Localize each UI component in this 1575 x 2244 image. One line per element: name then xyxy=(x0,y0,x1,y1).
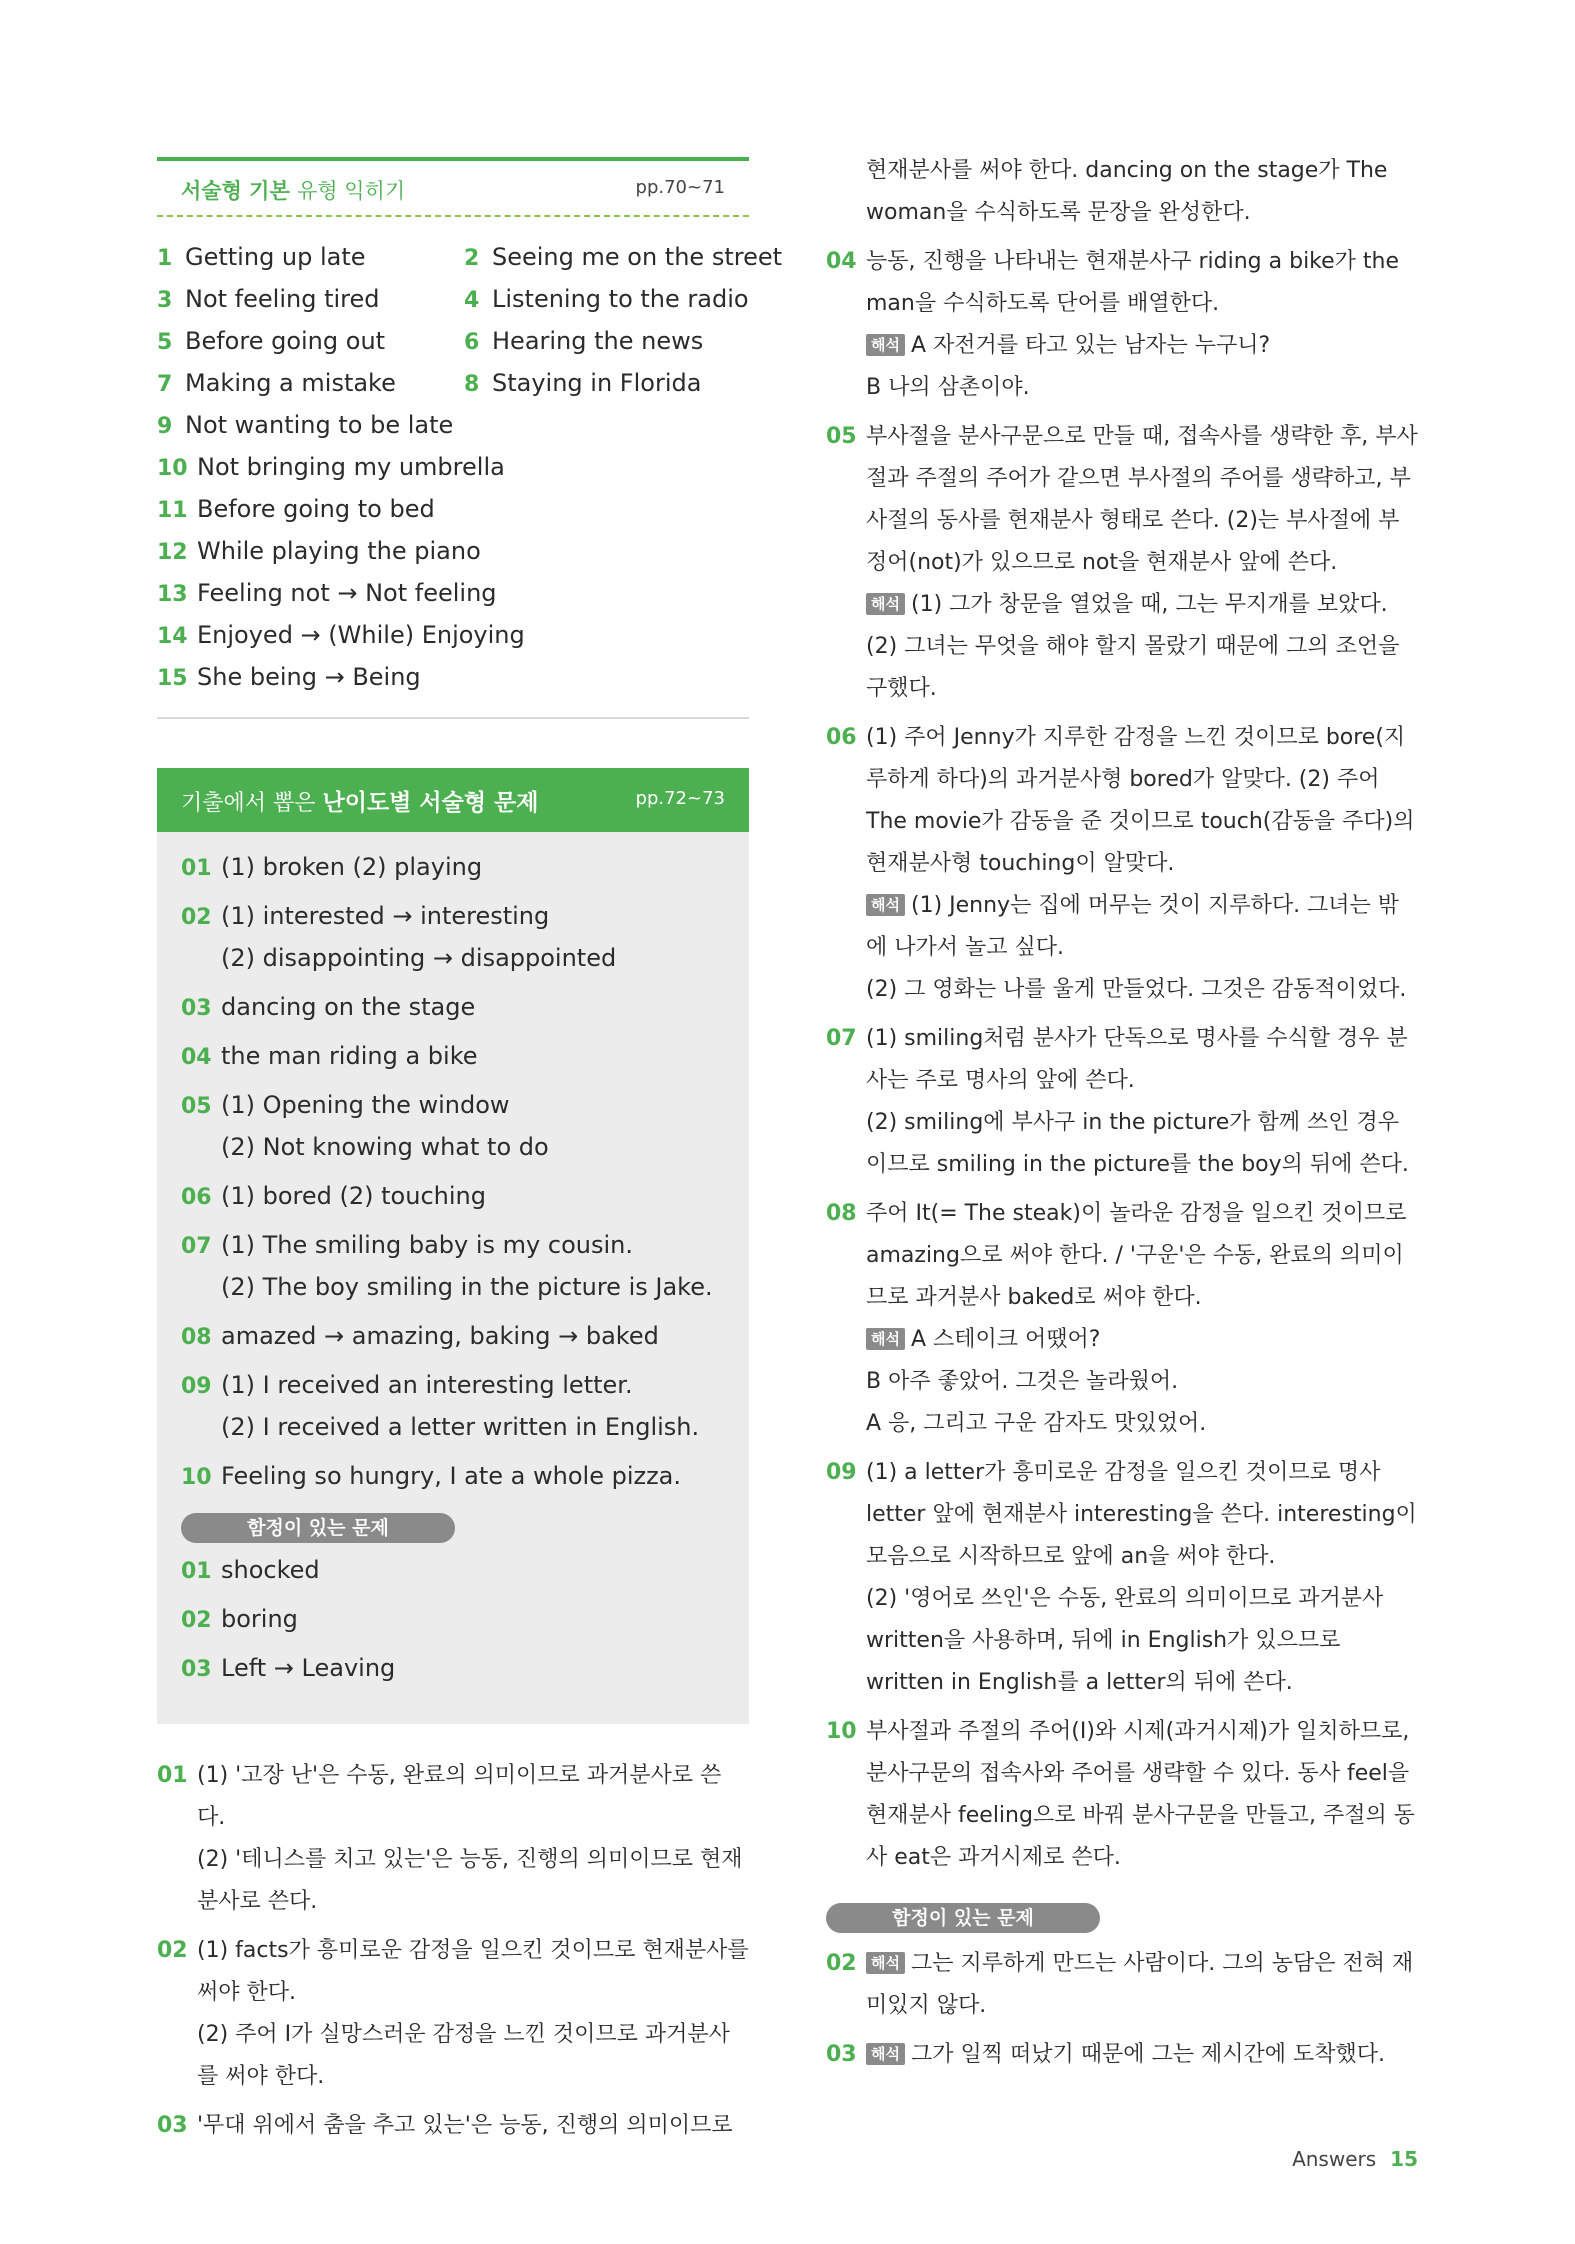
list-item: 02 boring xyxy=(181,1605,298,1633)
list-item: 15 She being → Being xyxy=(157,663,421,691)
explanation-item: 06 (1) 주어 Jenny가 지루한 감정을 느낀 것이므로 bore(지루하게 하다)의 과거분사형 bored가 알맞다. (2) 주어 The movie가 감동을 준 것이므로 touch(감동을 주다)의 현재분사형 touching이 알맞다. 해석 (1) Jenny는 집에 머무는 것이 지루하다. 그녀는 밖에 나가서 놀고 싶다. (2) 그 영화는 나를 울게 만들었다. 그것은 감동적이었다. xyxy=(826,725,1415,1002)
list-item: 02 (1) interested → interesting xyxy=(181,902,550,930)
list-item: 03 Left → Leaving xyxy=(181,1654,396,1682)
footer-label: Answers xyxy=(1292,2147,1377,2171)
section-divider xyxy=(157,717,749,719)
list-item: 06 (1) bored (2) touching xyxy=(181,1182,486,1210)
list-item: 14 Enjoyed → (While) Enjoying xyxy=(157,621,525,649)
translation-tag: 해석 xyxy=(866,593,905,615)
left-explanations xyxy=(157,1755,749,2154)
list-item: 10 Not bringing my umbrella xyxy=(157,453,505,481)
list-item: 08 amazed → amazing, baking → baked xyxy=(181,1322,659,1350)
right-explanations xyxy=(826,150,1418,2083)
list-item: 11 Before going to bed xyxy=(157,495,435,523)
explanation-item: 01 (1) '고장 난'은 수동, 완료의 의미이므로 과거분사로 쓴다. (2) '테니스를 치고 있는'은 능동, 진행의 의미이므로 현재분사로 쓴다. xyxy=(157,1763,743,1914)
list-item: 7 Making a mistake 8 Staying in Florida xyxy=(157,369,702,397)
section2-box xyxy=(157,768,749,1724)
list-item: 05 (1) Opening the window xyxy=(181,1091,510,1119)
section1-header xyxy=(157,157,749,217)
list-item: 07 (1) The smiling baby is my cousin. xyxy=(181,1231,633,1259)
trap-section-label: 함정이 있는 문제 xyxy=(826,1903,1100,1933)
explanation-item: 현재분사를 써야 한다. dancing on the stage가 The woman을 수식하도록 문장을 완성한다. xyxy=(866,158,1388,225)
explanation-item: 09 (1) a letter가 흥미로운 감정을 일으킨 것이므로 명사 letter 앞에 현재분사 interesting을 쓴다. interesting이 모음으로 시작하므로 앞에 an을 써야 한다. (2) '영어로 쓰인'은 수동, 완료의 의미이므로 과거분사 written을 사용하며, 뒤에 in English가 있으므로 written in English를 a letter의 뒤에 쓴다. xyxy=(826,1460,1417,1695)
list-item: 01 (1) broken (2) playing xyxy=(181,853,483,881)
page-number: 15 xyxy=(1390,2147,1418,2171)
explanation-item: 02 해석 그는 지루하게 만드는 사람이다. 그의 농담은 전혀 재미있지 않다. xyxy=(826,1951,1414,2018)
list-item: 1 Getting up late 2 Seeing me on the street xyxy=(157,243,783,271)
explanation-item: 05 부사절을 분사구문으로 만들 때, 접속사를 생략한 후, 부사절과 주절의 주어가 같으면 부사절의 주어를 생략하고, 부사절의 동사를 현재분사 형태로 쓴다. (2)는 부사절에 부정어(not)가 있으므로 not을 현재분사 앞에 쓴다. 해석 (1) 그가 창문을 열었을 때, 그는 무지개를 보았다. (2) 그녀는 무엇을 해야 할지 몰랐기 때문에 그의 조언을 구했다. xyxy=(826,424,1418,701)
section1-answer-list xyxy=(157,236,783,698)
page-footer xyxy=(1292,2147,1418,2171)
list-item: 3 Not feeling tired 4 Listening to the radio xyxy=(157,285,749,313)
translation-tag: 해석 xyxy=(866,334,905,356)
section2-header xyxy=(157,768,749,832)
section1-title xyxy=(181,175,405,205)
list-item: 04 the man riding a bike xyxy=(181,1042,478,1070)
list-item: 10 Feeling so hungry, I ate a whole pizza. xyxy=(181,1462,682,1490)
section2-answer-list: 01 (1) broken (2) playing 02 (1) interested → interesting (2) disappointing → disappointed 03 dancing on the stage 04 the man riding a bike 05 (1) Opening the window (2) Not knowing what to do 06 (1) bored (2) touching 07 (1) The smiling baby is my cousin. (2) The boy smiling in the picture is Jake. 08 amazed → amazing, baking → baked 09 (1) I received an interesting letter. (2) I received a letter written in English. 10 Feeling so hungry, I ate a whole pizza. 함정이 있는 문제 01 shocked 02 boring 03 Left → Leaving xyxy=(181,846,741,1689)
section2-pages: pp.72~73 xyxy=(635,788,725,809)
list-item: 13 Feeling not → Not feeling xyxy=(157,579,497,607)
translation-tag: 해석 xyxy=(866,2043,905,2065)
translation-tag: 해석 xyxy=(866,1328,905,1350)
explanation-item: 02 (1) facts가 흥미로운 감정을 일으킨 것이므로 현재분사를 써야 한다. (2) 주어 I가 실망스러운 감정을 느낀 것이므로 과거분사를 써야 한다. xyxy=(157,1938,749,2089)
trap-section-label: 함정이 있는 문제 xyxy=(181,1513,455,1543)
list-item: 03 dancing on the stage xyxy=(181,993,476,1021)
list-item: 9 Not wanting to be late xyxy=(157,411,454,439)
list-item: 12 While playing the piano xyxy=(157,537,481,565)
list-item: 01 shocked xyxy=(181,1556,320,1584)
list-item: 09 (1) I received an interesting letter. xyxy=(181,1371,633,1399)
translation-tag: 해석 xyxy=(866,1952,905,1974)
explanation-item: 07 (1) smiling처럼 분사가 단독으로 명사를 수식할 경우 분사는 주로 명사의 앞에 쓴다. (2) smiling에 부사구 in the picture가 함께 쓰인 경우이므로 smiling in the picture를 the boy의 뒤에 쓴다. xyxy=(826,1026,1409,1177)
explanation-item: 03 해석 그가 일찍 떠났기 때문에 그는 제시간에 도착했다. xyxy=(826,2042,1385,2067)
explanation-item: 04 능동, 진행을 나타내는 현재분사구 riding a bike가 the man을 수식하도록 단어를 배열한다. 해석 A 자전거를 타고 있는 남자는 누구니? B 나의 삼촌이야. xyxy=(826,249,1400,400)
explanation-item: 10 부사절과 주절의 주어(I)와 시제(과거시제)가 일치하므로, 분사구문의 접속사와 주어를 생략할 수 있다. 동사 feel을 현재분사 feeling으로 바꿔 분사구문을 만들고, 주절의 동사 eat은 과거시제로 쓴다. xyxy=(826,1719,1415,1870)
section1-title-bold: 서술형 기본 xyxy=(181,179,290,203)
list-item: 5 Before going out 6 Hearing the news xyxy=(157,327,704,355)
explanation-item: 03 '무대 위에서 춤을 추고 있는'은 능동, 진행의 의미이므로 xyxy=(157,2113,733,2138)
section1-pages: pp.70~71 xyxy=(635,177,725,198)
translation-tag: 해석 xyxy=(866,894,905,916)
section2-title: 기출에서 뽑은 난이도별 서술형 문제 xyxy=(181,790,539,816)
explanation-item: 08 주어 It(= The steak)이 놀라운 감정을 일으킨 것이므로 amazing으로 써야 한다. / '구운'은 수동, 완료의 의미이므로 과거분사 baked로 써야 한다. 해석 A 스테이크 어땠어? B 아주 좋았어. 그것은 놀라웠어. A 응, 그리고 구운 감자도 맛있었어. xyxy=(826,1201,1407,1436)
section1-title-light: 유형 익히기 xyxy=(297,179,406,203)
